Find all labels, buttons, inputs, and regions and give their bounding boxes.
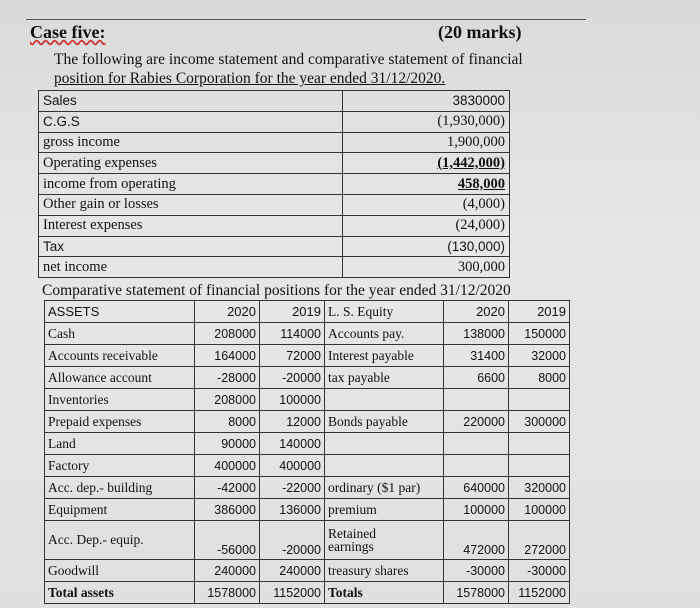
- equity-2019: -30000: [509, 560, 570, 582]
- equity-2020: 6600: [444, 367, 509, 389]
- asset-2020: -42000: [195, 477, 260, 499]
- table-row: [39, 174, 510, 195]
- equity-name: Bonds payable: [325, 411, 444, 433]
- row-label: net income: [39, 257, 343, 278]
- asset-name: Acc. dep.- building: [45, 477, 195, 499]
- asset-2019: -22000: [260, 477, 325, 499]
- equity-header: L. S. Equity: [325, 301, 444, 323]
- asset-name: Factory: [45, 455, 195, 477]
- equity-2019: [509, 389, 570, 411]
- row-value: 300,000: [342, 257, 509, 278]
- asset-2020: 240000: [195, 560, 260, 582]
- equity-2020: 31400: [444, 345, 509, 367]
- asset-name: Accounts receivable: [45, 345, 195, 367]
- asset-2020: 90000: [195, 433, 260, 455]
- equity-2019: 32000: [509, 345, 570, 367]
- row-value: 3830000: [342, 91, 509, 112]
- table-row: [39, 257, 510, 278]
- equity-name-line-1: Retained: [328, 526, 376, 541]
- comparative-title: Comparative statement of financial positions for the year ended 31/12/2020: [42, 282, 511, 299]
- table-row: [39, 132, 510, 153]
- asset-2020: 1578000: [195, 582, 260, 604]
- asset-2019: 140000: [260, 433, 325, 455]
- equity-2020: [444, 433, 509, 455]
- equity-2020: 220000: [444, 411, 509, 433]
- asset-name: Acc. Dep.- equip.: [45, 521, 195, 560]
- case-header: [30, 22, 550, 43]
- equity-2020: [444, 455, 509, 477]
- row-label: Sales: [39, 91, 343, 112]
- row-label: Other gain or losses: [39, 194, 343, 215]
- asset-2019: 72000: [260, 345, 325, 367]
- asset-2020: 164000: [195, 345, 260, 367]
- asset-2019: 114000: [260, 323, 325, 345]
- asset-name: Equipment: [45, 499, 195, 521]
- asset-2020: 8000: [195, 411, 260, 433]
- table-row: [45, 411, 570, 433]
- equity-name: tax payable: [325, 367, 444, 389]
- equity-name: treasury shares: [325, 560, 444, 582]
- asset-2020: 208000: [195, 323, 260, 345]
- intro-line-1: The following are income statement and comparative statement of financial: [54, 51, 523, 68]
- table-row: [45, 521, 570, 560]
- asset-name: Prepaid expenses: [45, 411, 195, 433]
- equity-2019: 300000: [509, 411, 570, 433]
- table-row: [45, 367, 570, 389]
- equity-2019: 150000: [509, 323, 570, 345]
- assets-2020-header: 2020: [195, 301, 260, 323]
- row-label: Tax: [39, 236, 343, 257]
- row-label: gross income: [39, 132, 343, 153]
- row-value: (130,000): [342, 236, 509, 257]
- table-header-row: [45, 301, 570, 323]
- equity-2020: 100000: [444, 499, 509, 521]
- equity-name: [325, 389, 444, 411]
- row-label: Interest expenses: [39, 215, 343, 236]
- equity-name: Totals: [325, 582, 444, 604]
- asset-2020: 400000: [195, 455, 260, 477]
- asset-2020: -28000: [195, 367, 260, 389]
- asset-2019: 240000: [260, 560, 325, 582]
- table-row: [39, 194, 510, 215]
- asset-2019: -20000: [260, 367, 325, 389]
- table-row: [45, 499, 570, 521]
- equity-2020: [444, 389, 509, 411]
- row-value: 1,900,000: [342, 132, 509, 153]
- row-value: (4,000): [342, 194, 509, 215]
- equity-name: ordinary ($1 par): [325, 477, 444, 499]
- equity-2020: 472000: [444, 521, 509, 560]
- table-row: [45, 477, 570, 499]
- asset-name: Total assets: [45, 582, 195, 604]
- asset-name: Cash: [45, 323, 195, 345]
- equity-name: [325, 433, 444, 455]
- equity-2019-header: 2019: [509, 301, 570, 323]
- financial-position-table: [44, 300, 570, 604]
- assets-2019-header: 2019: [260, 301, 325, 323]
- asset-2019: 100000: [260, 389, 325, 411]
- equity-2020: 640000: [444, 477, 509, 499]
- income-statement-table: [38, 90, 510, 278]
- equity-2020: -30000: [444, 560, 509, 582]
- row-label: income from operating: [39, 174, 343, 195]
- table-row: [45, 389, 570, 411]
- equity-2019: 272000: [509, 521, 570, 560]
- equity-2020: 1578000: [444, 582, 509, 604]
- row-value: (1,442,000): [342, 153, 509, 174]
- table-row: [45, 560, 570, 582]
- equity-2020-header: 2020: [444, 301, 509, 323]
- assets-header: ASSETS: [45, 301, 195, 323]
- row-value: 458,000: [342, 174, 509, 195]
- asset-name: Allowance account: [45, 367, 195, 389]
- table-row: [45, 323, 570, 345]
- equity-2019: [509, 433, 570, 455]
- table-row: [39, 215, 510, 236]
- asset-2020: 386000: [195, 499, 260, 521]
- equity-name: Accounts pay.: [325, 323, 444, 345]
- equity-name: [325, 455, 444, 477]
- row-value: (24,000): [342, 215, 509, 236]
- equity-2019: 8000: [509, 367, 570, 389]
- table-row: [45, 433, 570, 455]
- asset-name: Goodwill: [45, 560, 195, 582]
- equity-2019: 1152000: [509, 582, 570, 604]
- table-row: [39, 91, 510, 112]
- table-row: [45, 455, 570, 477]
- table-row: [39, 111, 510, 132]
- equity-name: Interest payable: [325, 345, 444, 367]
- asset-2019: 12000: [260, 411, 325, 433]
- table-row: [45, 345, 570, 367]
- row-value: (1,930,000): [342, 111, 509, 132]
- asset-2019: 400000: [260, 455, 325, 477]
- asset-2019: -20000: [260, 521, 325, 560]
- table-row: [39, 236, 510, 257]
- equity-2019: [509, 455, 570, 477]
- row-label: Operating expenses: [39, 153, 343, 174]
- table-row: [39, 153, 510, 174]
- intro-text: [54, 50, 544, 88]
- asset-name: Inventories: [45, 389, 195, 411]
- asset-2019: 1152000: [260, 582, 325, 604]
- row-label: C.G.S: [39, 111, 343, 132]
- equity-name: [325, 521, 444, 560]
- intro-line-2: position for Rabies Corporation for the year ended 31/12/2020.: [54, 70, 446, 87]
- equity-name-line-2: earnings: [328, 539, 374, 554]
- asset-name: Land: [45, 433, 195, 455]
- table-row: [45, 582, 570, 604]
- equity-2020: 138000: [444, 323, 509, 345]
- asset-2020: 208000: [195, 389, 260, 411]
- marks-label: (20 marks): [438, 22, 522, 42]
- equity-2019: 320000: [509, 477, 570, 499]
- equity-2019: 100000: [509, 499, 570, 521]
- case-title: Case five:: [30, 22, 106, 42]
- asset-2019: 136000: [260, 499, 325, 521]
- top-divider: [26, 19, 586, 20]
- asset-2020: -56000: [195, 521, 260, 560]
- equity-name: premium: [325, 499, 444, 521]
